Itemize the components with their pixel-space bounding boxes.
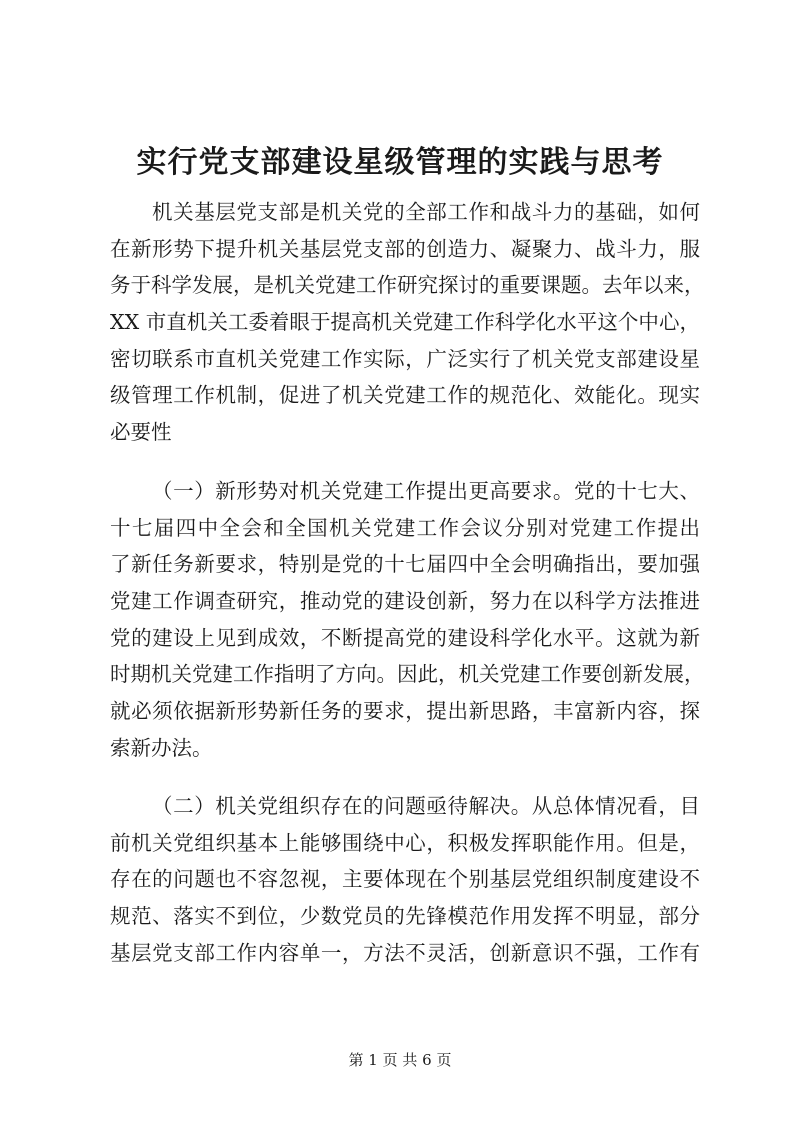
- text-line: 前机关党组织基本上能够围绕中心，积极发挥职能作用。但是，: [110, 830, 700, 855]
- paragraph-section-one: [110, 473, 705, 767]
- text-line: 了新任务新要求，特别是党的十七届四中全会明确指出，要加强: [110, 552, 700, 577]
- text-line: 时期机关党建工作指明了方向。因此，机关党建工作要创新发展，: [110, 662, 705, 687]
- text-line: 机关基层党支部是机关党的全部工作和战斗力的基础，如何: [152, 200, 700, 224]
- page-number-footer: 第 1 页 共 6 页: [348, 1051, 452, 1069]
- text-line: 级管理工作机制，促进了机关党建工作的规范化、效能化。现实: [110, 383, 700, 408]
- text-line: 务于科学发展，是机关党建工作研究探讨的重要课题。去年以来，: [110, 273, 705, 298]
- text-line: 十七届四中全会和全国机关党建工作会议分别对党建工作提出: [110, 515, 700, 540]
- paragraph-section-two: [110, 788, 700, 971]
- document-title: 实行党支部建设星级管理的实践与思考: [136, 145, 664, 180]
- text-line: 索新办法。: [110, 735, 213, 760]
- text-line: 基层党支部工作内容单一，方法不灵活，创新意识不强，工作有: [110, 940, 700, 965]
- text-line: 必要性: [110, 420, 172, 445]
- paragraph-intro: [110, 194, 705, 451]
- text-line: 党建工作调查研究，推动党的建设创新，努力在以科学方法推进: [110, 589, 700, 614]
- text-line: XX 市直机关工委着眼于提高机关党建工作科学化水平这个中心，: [110, 310, 700, 335]
- text-line: 就必须依据新形势新任务的要求，提出新思路，丰富新内容，探: [110, 699, 700, 724]
- text-line: 在新形势下提升机关基层党支部的创造力、凝聚力、战斗力，服: [110, 236, 700, 261]
- text-line: 存在的问题也不容忽视，主要体现在个别基层党组织制度建设不: [110, 867, 700, 892]
- text-line: 规范、落实不到位，少数党员的先锋模范作用发挥不明显，部分: [110, 904, 700, 929]
- text-line: 密切联系市直机关党建工作实际，广泛实行了机关党支部建设星: [110, 346, 700, 371]
- text-line: 党的建设上见到成效，不断提高党的建设科学化水平。这就为新: [110, 625, 700, 650]
- text-line: （一）新形势对机关党建工作提出更高要求。党的十七大、: [152, 479, 700, 503]
- text-line: （二）机关党组织存在的问题亟待解决。从总体情况看，目: [152, 794, 700, 818]
